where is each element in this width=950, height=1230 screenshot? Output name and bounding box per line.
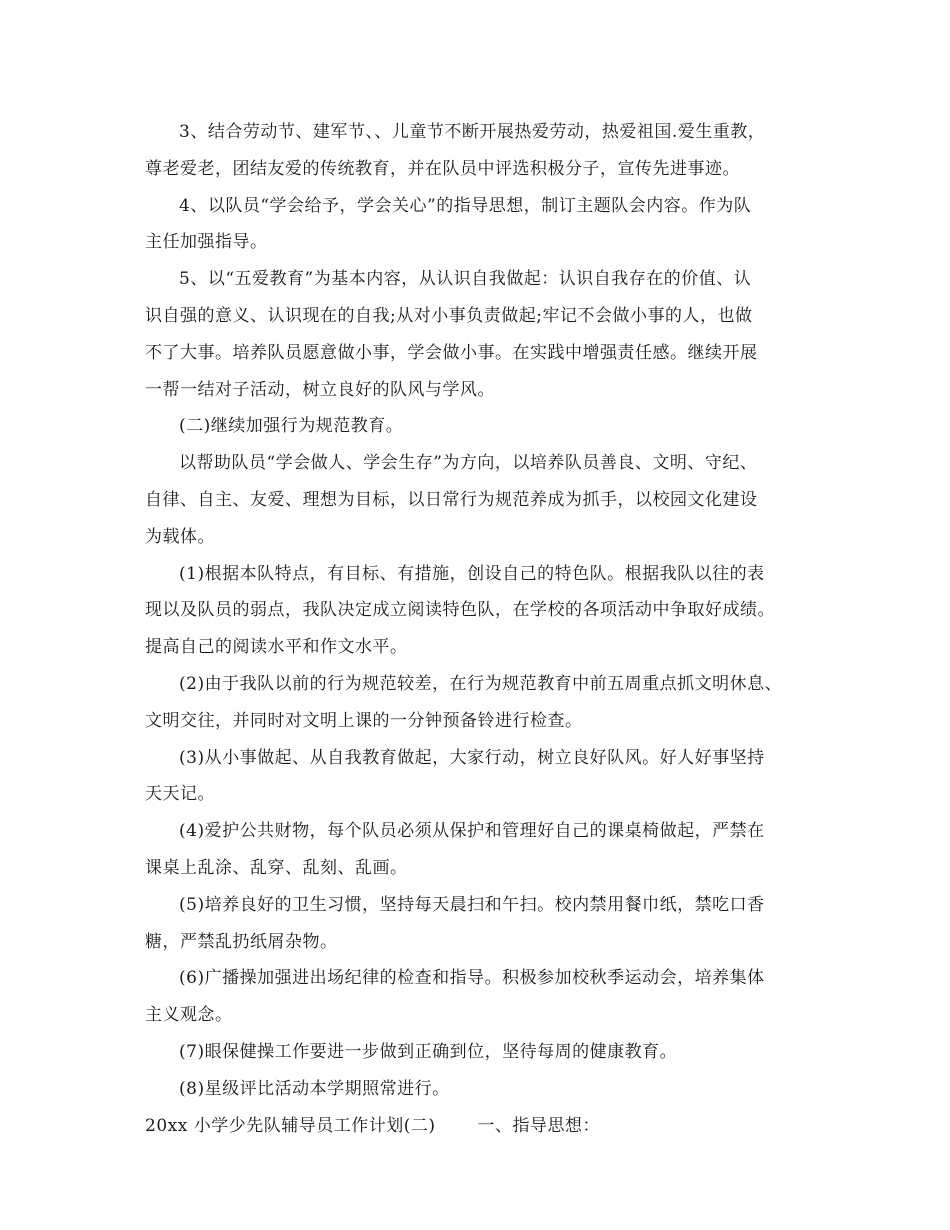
paragraph-line: 尊老爱老，团结友爱的传统教育，并在队员中评选积极分子，宣传先进事迹。: [145, 158, 740, 179]
paragraph-line: (4)爱护公共财物，每个队员必须从保护和管理好自己的课桌椅做起，严禁在: [179, 821, 765, 842]
paragraph-line: 5、以“五爱教育”为基本内容，从认识自我做起：认识自我存在的价值、认: [179, 269, 752, 290]
paragraph-line: 天天记。: [145, 784, 215, 805]
paragraph-line: 文明交往，并同时对文明上课的一分钟预备铃进行检查。: [145, 710, 583, 731]
paragraph-line: 自律、自主、友爱、理想为目标，以日常行为规范养成为抓手，以校园文化建设: [145, 489, 758, 510]
paragraph-line: 课桌上乱涂、乱穿、乱刻、乱画。: [145, 857, 408, 878]
document-body: [145, 114, 825, 1144]
paragraph-line: 3、结合劳动节、建军节、、儿童节不断开展热爱劳动，热爱祖国.爱生重教，: [179, 122, 766, 142]
section-heading: (二)继续加强行为规范教育。: [179, 416, 404, 437]
paragraph-line: (5)培养良好的卫生习惯，坚持每天晨扫和午扫。校内禁用餐巾纸，禁吃口香: [179, 894, 765, 915]
paragraph-line: (7)眼保健操工作要进一步做到正确到位，坚待每周的健康教育。: [179, 1041, 678, 1062]
paragraph-line: 为载体。: [145, 526, 215, 547]
paragraph-line: 以帮助队员“学会做人、学会生存”为方向，以培养队员善良、文明、守纪、: [179, 453, 758, 474]
paragraph-line: 糖，严禁乱扔纸屑杂物。: [145, 931, 338, 952]
paragraph-line: 现以及队员的弱点，我队决定成立阅读特色队，在学校的各项活动中争取好成绩。: [145, 600, 775, 621]
paragraph-line: 提高自己的阅读水平和作文水平。: [145, 637, 408, 658]
paragraph-line: 主任加强指导。: [145, 232, 268, 253]
paragraph-line: (1)根据本队特点，有目标、有措施，创设自己的特色队。根据我队以往的表: [179, 563, 765, 584]
paragraph-line: (2)由于我队以前的行为规范较差，在行为规范教育中前五周重点抓文明休息、: [179, 673, 783, 694]
paragraph-line: (8)星级评比活动本学期照常进行。: [179, 1078, 450, 1099]
paragraph-line: (6)广播操加强进出场纪律的检查和指导。积极参加校秋季运动会，培养集体: [179, 968, 765, 989]
paragraph-line: 识自强的意义、认识现在的自我;从对小事负责做起;牢记不会做小事的人，也做: [145, 305, 753, 326]
paragraph-line: (3)从小事做起、从自我教育做起，大家行动，树立良好队风。好人好事坚持: [179, 747, 765, 768]
paragraph-line: 主义观念。: [145, 1005, 233, 1026]
section-title: 一、指导思想：: [477, 1115, 600, 1136]
document-footer-line: [145, 1108, 825, 1145]
paragraph-line: 4、以队员“学会给予，学会关心”的指导思想，制订主题队会内容。作为队: [179, 195, 752, 216]
plan-title: 20xx 小学少先队辅导员工作计划(二): [145, 1115, 436, 1136]
paragraph-line: 一帮一结对子活动，树立良好的队风与学风。: [145, 379, 495, 400]
paragraph-line: 不了大事。培养队员愿意做小事，学会做小事。在实践中增强责任感。继续开展: [145, 342, 758, 363]
